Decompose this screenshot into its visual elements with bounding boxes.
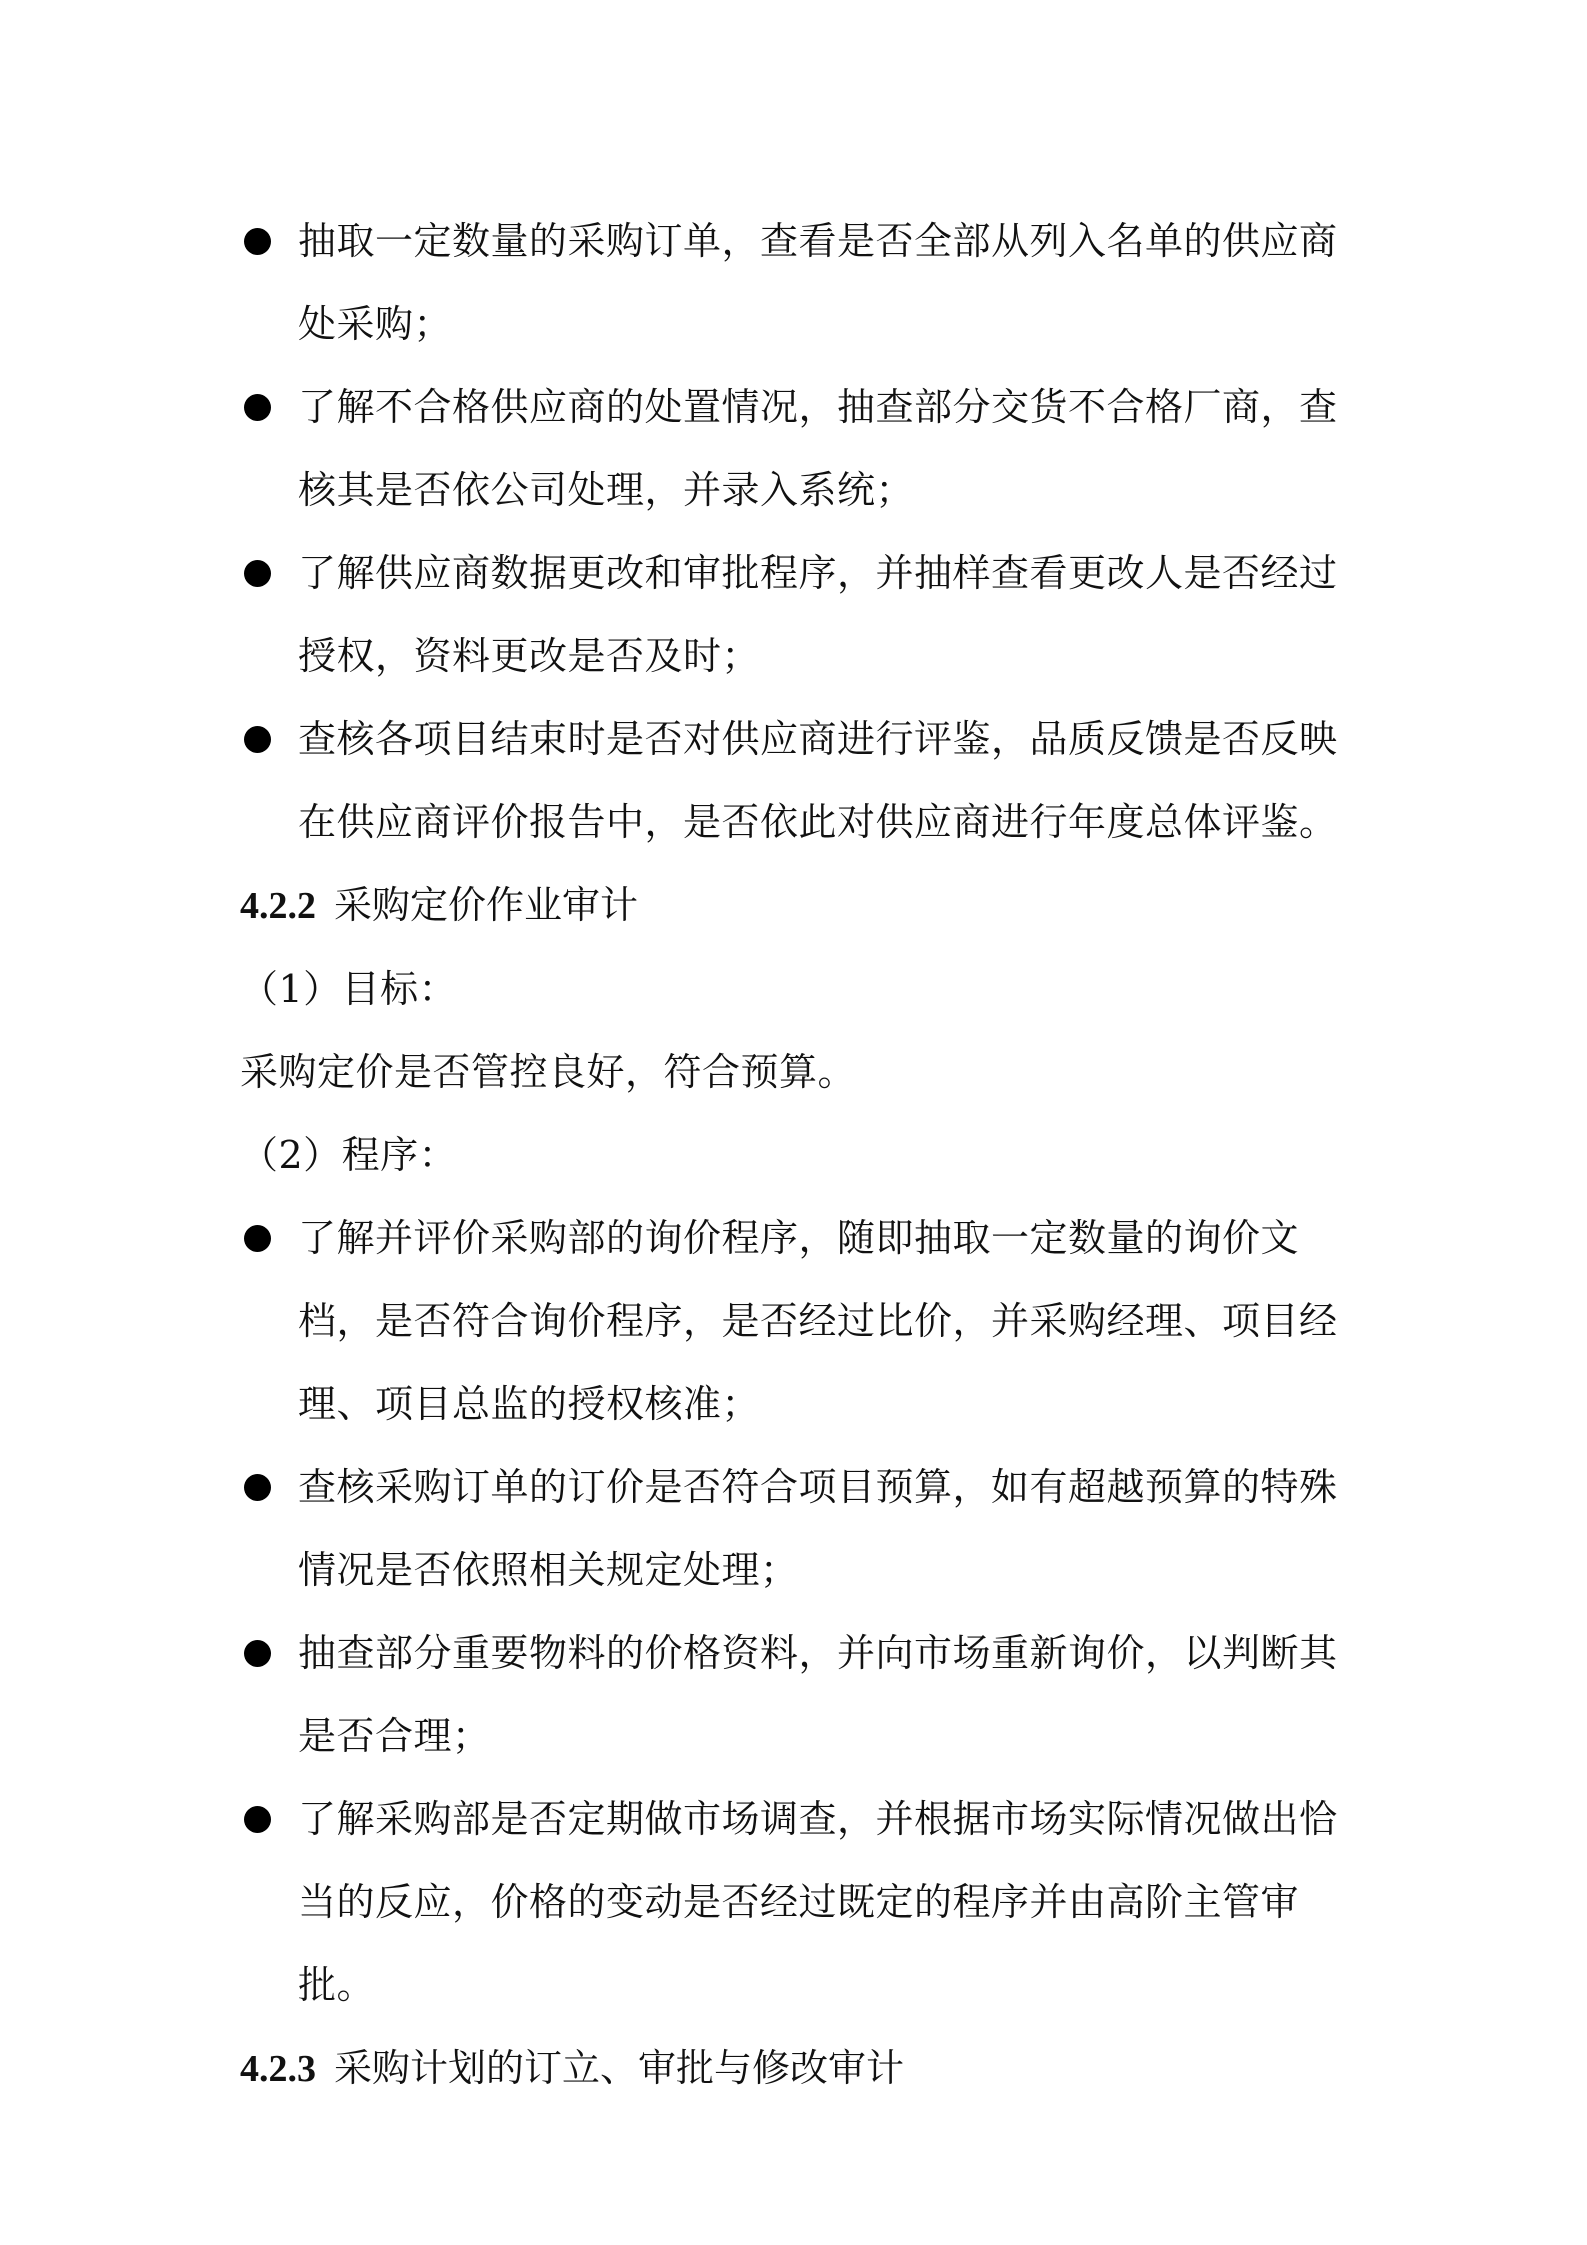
list-item xyxy=(240,698,1360,864)
list-item-text: 抽查部分重要物料的价格资料，并向市场重新询价，以判断其是否合理； xyxy=(298,1631,1338,1758)
list-item-text: 了解采购部是否定期做市场调查，并根据市场实际情况做出恰当的反应，价格的变动是否经过既定的程序并由高阶主管审批。 xyxy=(298,1797,1338,2007)
bullet-icon xyxy=(244,228,271,255)
section-heading-4-2-2 xyxy=(240,864,1360,948)
list-item xyxy=(240,1197,1360,1446)
list-item-text: 查核各项目结束时是否对供应商进行评鉴，品质反馈是否反映在供应商评价报告中，是否依此对供应商进行年度总体评鉴。 xyxy=(298,717,1338,844)
section-heading-4-2-3 xyxy=(240,2027,1360,2111)
objective-text: 采购定价是否管控良好，符合预算。 xyxy=(240,1050,857,1094)
bullet-icon xyxy=(244,394,271,421)
bullet-icon xyxy=(244,1640,271,1667)
list-item xyxy=(240,1446,1360,1612)
list-item xyxy=(240,532,1360,698)
section-number: 4.2.3 xyxy=(240,2048,316,2090)
list-item-text: 查核采购订单的订价是否符合项目预算，如有超越预算的特殊情况是否依照相关规定处理； xyxy=(298,1465,1338,1592)
list-item-text: 了解供应商数据更改和审批程序，并抽样查看更改人是否经过授权，资料更改是否及时； xyxy=(298,551,1338,678)
bullet-icon xyxy=(244,1474,271,1501)
list-item-text: 了解并评价采购部的询价程序，随即抽取一定数量的询价文档，是否符合询价程序，是否经过比价，并采购经理、项目经理、项目总监的授权核准； xyxy=(298,1216,1338,1426)
section-title: 采购定价作业审计 xyxy=(334,883,639,927)
list-item-text: 了解不合格供应商的处置情况，抽查部分交货不合格厂商，查核其是否依公司处理，并录入系统； xyxy=(298,385,1338,512)
bullet-icon xyxy=(244,560,271,587)
document-body xyxy=(240,200,1360,2111)
objective-label: （1）目标： xyxy=(240,967,458,1011)
list-item-text: 抽取一定数量的采购订单，查看是否全部从列入名单的供应商处采购； xyxy=(298,219,1338,346)
section-number: 4.2.2 xyxy=(240,885,316,927)
list-item xyxy=(240,1778,1360,2027)
list-item xyxy=(240,200,1360,366)
procedure-label: （2）程序： xyxy=(240,1133,458,1177)
list-item xyxy=(240,1612,1360,1778)
section-title: 采购计划的订立、审批与修改审计 xyxy=(334,2046,905,2090)
list-item xyxy=(240,366,1360,532)
bullet-list-supplier-audit xyxy=(240,200,1360,864)
bullet-icon xyxy=(244,726,271,753)
bullet-list-pricing-audit xyxy=(240,1197,1360,2027)
bullet-icon xyxy=(244,1806,271,1833)
bullet-icon xyxy=(244,1225,271,1252)
